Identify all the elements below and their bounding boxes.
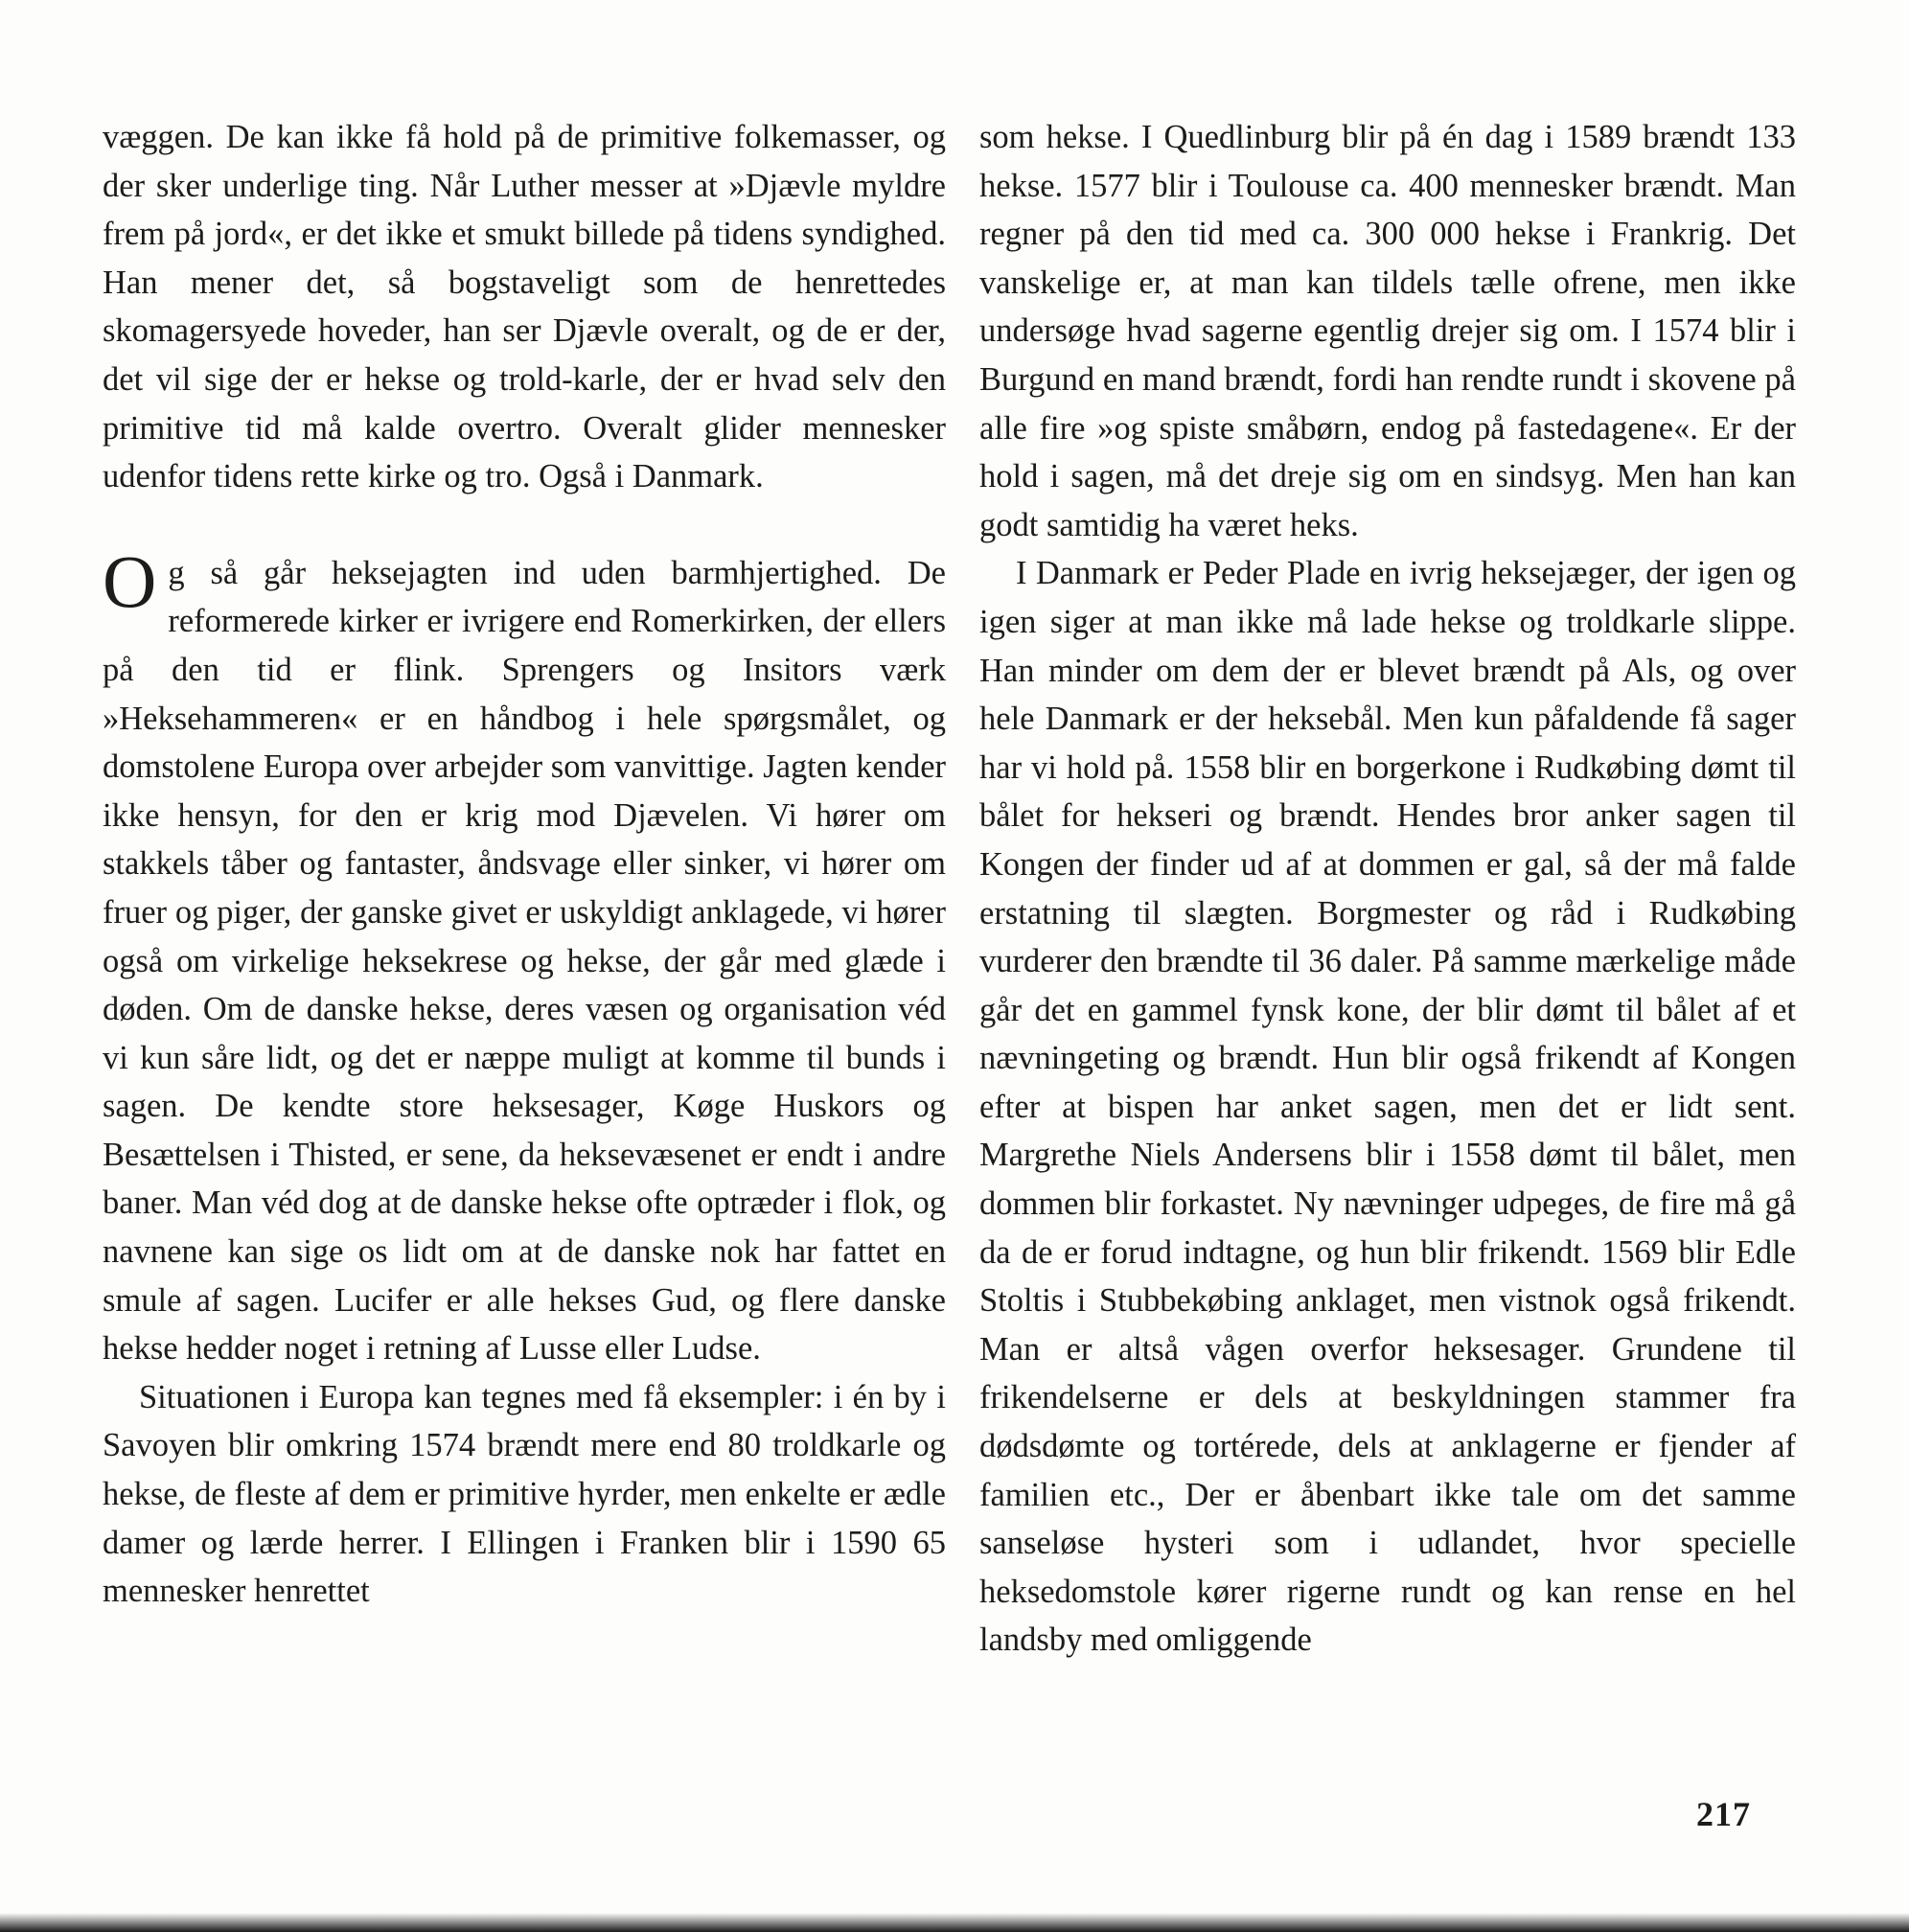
left-column [103, 113, 946, 1616]
paragraph: Situationen i Europa kan tegnes med få eksempler: i én by i Savoyen blir omkring 1574 brændt mere end 80 troldkarle og hekse, de fleste af dem er primitive hyrder, men enkelte er ædle damer og lærde herrer. I Ellingen i Franken blir i 1590 65 mennesker henrettet [103, 1378, 946, 1610]
paragraph-text: g så går heksejagten ind uden barmhjertighed. De reformerede kirker er ivrigere end Romerkirken, der ellers på den tid er flink. Sprengers og Insitors værk »Heksehammeren« er en håndbog i hele spørgsmålet, og domstolene Europa over arbejder som vanvittige. Jagten kender ikke hensyn, for den er krig mod Djævelen. Vi hører om stakkels tåber og fantaster, åndsvage eller sinker, vi hører om fruer og piger, der ganske givet er uskyldigt anklagede, vi hører også om virkelige heksekrese og hekse, der går med glæde i døden. Om de danske hekse, deres væsen og organisation véd vi kun såre lidt, og det er næppe muligt at komme til bunds i sagen. De kendte store heksesager, Køge Huskors og Besættelsen i Thisted, er sene, da heksevæsenet er endt i andre baner. Man véd dog at de danske hekse ofte optræder i flok, og navnene kan sige os lidt om at de danske nok har fattet en smule af sagen. Lucifer er alle hekses Gud, og flere danske hekse hedder noget i retning af Lusse eller Ludse. [103, 554, 946, 1368]
page-number: 217 [1696, 1795, 1751, 1833]
right-column [979, 113, 1796, 1665]
paragraph: som hekse. I Quedlinburg blir på én dag i 1589 brændt 133 hekse. 1577 blir i Toulouse ca. 400 mennesker brændt. Man regner på den tid med ca. 300 000 hekse i Frankrig. Det vanskelige er, at man kan tildels tælle ofrene, men ikke undersøge hvad sagerne egentlig drejer sig om. I 1574 blir i Burgund en mand brændt, fordi han rendte rundt i skovene på alle fire »og spiste småbørn, endog på fastedagene«. Er der hold i sagen, må det dreje sig om en sindsyg. Men han kan godt samtidig ha været heks. [979, 119, 1796, 543]
drop-cap: O [103, 539, 157, 623]
paragraph-with-dropcap [103, 539, 946, 1373]
paragraph: I Danmark er Peder Plade en ivrig heksejæger, der igen og igen siger at man ikke må lade hekse og troldkarle slippe. Han minder om dem der er blevet brændt på Als, og over hele Danmark er der heksebål. Men kun påfaldende få sager har vi hold på. 1558 blir en borgerkone i Rudkøbing dømt til bålet for hekseri og brændt. Hendes bror anker sagen til Kongen der finder ud af at dommen er gal, så der må falde erstatning til slægten. Borgmester og råd i Rudkøbing vurderer den brændte til 36 daler. På samme mærkelige måde går det en gammel fynsk kone, der blir dømt til bålet af et nævningeting og brændt. Hun blir også frikendt af Kongen efter at bispen har anket sagen, men det er lidt sent. Margrethe Niels Andersens blir i 1558 dømt til bålet, men dommen blir forkastet. Ny nævninger udpeges, de fire må gå da de er forud indtagne, og hun blir frikendt. 1569 blir Edle Stoltis i Stubbekøbing anklaget, men vistnok også frikendt. Man er altså vågen overfor heksesager. Grundene til frikendelserne er dels at beskyldningen stammer fra dødsdømte og tortérede, dels at anklagerne er fjender af familien etc., Der er åbenbart ikke tale om det samme sanseløse hysteri som i udlandet, hvor specielle heksedomstole kører rigerne rundt og kan rense en hel landsby med omliggende [979, 555, 1796, 1659]
page-bottom-edge [0, 1913, 1909, 1932]
paragraph: væggen. De kan ikke få hold på de primitive folkemasser, og der sker underlige ting. Når Luther messer at »Djævle myldre frem på jord«, er det ikke et smukt billede på tidens syndighed. Han mener det, så bogstaveligt som de henrettedes skomagersyede hoveder, han ser Djævle overalt, og de er der, det vil sige der er hekse og trold-karle, der er hvad selv den primitive tid må kalde overtro. Overalt glider mennesker udenfor tidens rette kirke og tro. Også i Danmark. [103, 119, 946, 495]
